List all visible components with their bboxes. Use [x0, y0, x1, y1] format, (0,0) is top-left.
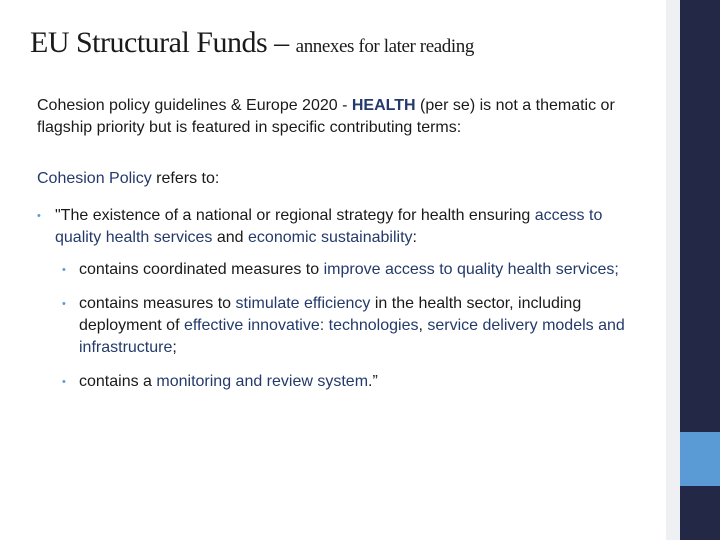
intro-health: HEALTH [351, 97, 416, 114]
main-bullet-h2: economic sustainability [248, 229, 413, 246]
slide-title [30, 26, 474, 60]
bullet-marker: • [62, 298, 66, 310]
main-bullet-t2: and [212, 229, 249, 246]
main-bullet [37, 205, 637, 249]
intro-after: (per se) is not a thematic or flagship priority but is featured in specific contributing terms: [37, 97, 615, 136]
sidebar-light-strip [666, 0, 680, 540]
title-subtitle: annexes for later reading [295, 36, 474, 57]
sub2-h2: effective innovative: technologies [183, 317, 419, 334]
main-bullet-t3: : [412, 229, 417, 246]
sub-bullet-1 [37, 259, 637, 281]
cohesion-paragraph [37, 168, 637, 190]
sidebar-accent-block [680, 432, 720, 486]
sub3-t2: .” [368, 373, 378, 390]
bullet-marker: • [62, 376, 66, 388]
sub2-h3: service delivery models and infrastructure [79, 317, 625, 356]
sub3-h1: monitoring and review system [156, 373, 369, 390]
sub1-t1: contains coordinated measures to [79, 261, 324, 278]
bullet-marker: • [37, 210, 41, 222]
sub-bullet-3 [37, 371, 637, 393]
bullet-marker: • [62, 264, 66, 276]
sub1-h1: improve access to quality health services; [323, 261, 619, 278]
sub2-t4: ; [172, 339, 177, 356]
cohesion-rest: refers to: [151, 170, 220, 187]
intro-before: Cohesion policy guidelines & Europe 2020 - [37, 97, 352, 114]
sub2-t2: in the health sector, including deployment of [79, 295, 582, 334]
cohesion-label: Cohesion Policy [37, 170, 152, 187]
main-bullet-t1: "The existence of a national or regional strategy for health ensuring [55, 207, 535, 224]
intro-paragraph [37, 95, 637, 139]
sub3-t1: contains a [79, 373, 157, 390]
sub2-t3: , [418, 317, 428, 334]
title-main: EU Structural Funds – [30, 26, 296, 59]
sub-bullet-2 [37, 293, 637, 359]
slide-body [37, 95, 637, 393]
sub2-t1: contains measures to [79, 295, 236, 312]
main-bullet-h1: access to quality health services [55, 207, 603, 246]
sub2-h1: stimulate efficiency [235, 295, 371, 312]
